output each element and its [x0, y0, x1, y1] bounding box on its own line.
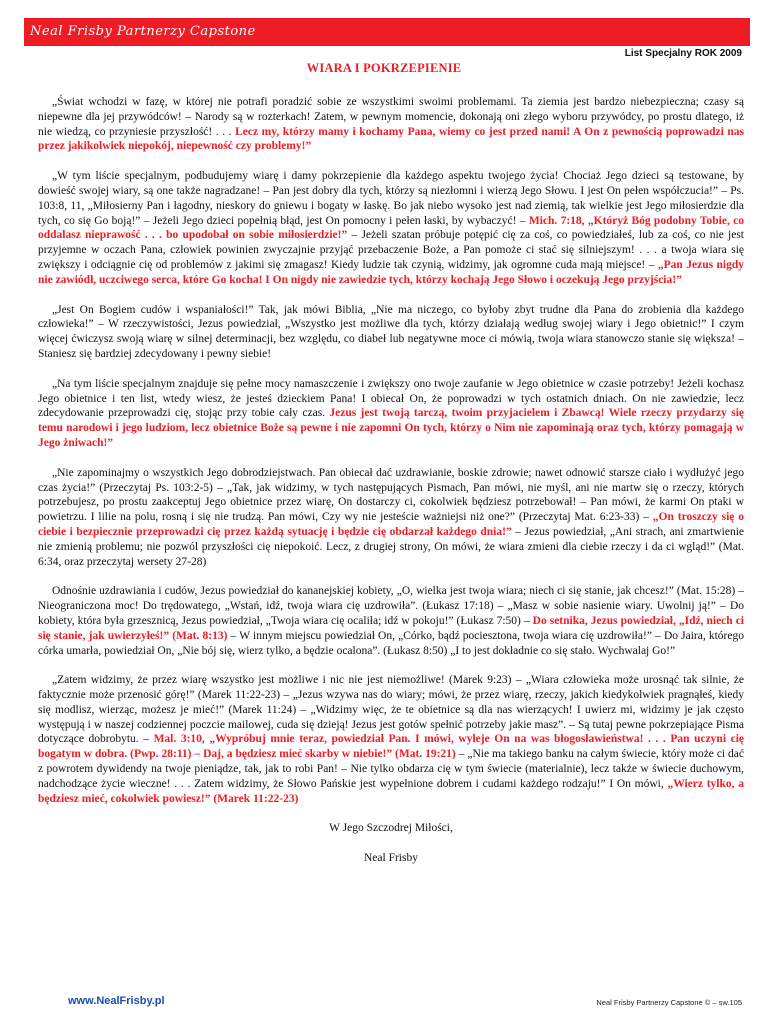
paragraph — [38, 95, 744, 154]
emphasis-text: Jezus jest twoją tarczą, twoim przyjacielem i Zbawcą! Wiele rzeczy przydarzy się temu narodowi i jego ludziom, lecz obietnice Boże są pewne i nie zapomni On tych, którzy o Nim nie zapominają oraz tych, którzy pomagają w Jego żniwach!” — [38, 407, 744, 449]
body-text: „Świat wchodzi w fazę, w której nie potrafi poradzić sobie ze wszystkimi swoimi problemami. Ta ziemia jest bardzo niebezpieczna; czasy są niepewne dla jej przywódców! – Narody są w rozterkach! Zatem, w pewnym momencie, dokonają oni złego wyboru przywódcy, po prostu dlatego, iż nie wiedzą, co przyniesie przyszłość! . . . — [38, 96, 744, 138]
emphasis-text: „Wierz tylko, a będziesz mieć, cokolwiek powiesz!” (Marek 11:22-23) — [38, 777, 744, 805]
body-text: – Jezus powiedział, „Ani strach, ani zmartwienie nie zmienią problemu; nie pozwól przyszłości cię niepokoić. Lecz, z drugiej strony, On mówi, że wiara zmieni dla ciebie rzeczy i da ci wgląd!” (Mat. 6:34, oraz przeczytaj wersety 27-28) — [38, 525, 744, 568]
emphasis-text: Lecz my, którzy mamy i kochamy Pana, wiemy co jest przed nami! A On z pewnością poprowadzi nas przez jakikolwiek niepokój, niepewność czy problemy!” — [38, 125, 744, 153]
paragraph — [38, 377, 744, 451]
paragraph — [38, 673, 744, 806]
body-text: – W innym miejscu powiedział On, „Córko, bądź pociesztona, twoja wiara cię uzdrowiła!” – Do Jaira, którego córka umarła, powiedział On, „Nie bój się, wierz tylko, a będzie ocalona”. (Łukasz 8:50) „I to jest dokładnie co się stało. Wychwalaj Go!” — [38, 629, 744, 657]
website-link[interactable]: www.NealFrisby.pl — [68, 995, 165, 1007]
emphasis-text: „Pan Jezus nigdy nie zawiódł, uczciwego serca, które Go kocha! I On nigdy nie zawiedzie tych, którzy kochają Jego Słowo i oczekują Jego przyjścia!” — [38, 258, 744, 286]
paragraph — [38, 303, 744, 362]
issue-label: List Specjalny ROK 2009 — [624, 48, 742, 59]
closing-line: W Jego Szczodrej Miłości, — [329, 822, 453, 835]
banner-title: Neal Frisby Partnerzy Capstone — [30, 24, 256, 39]
body-text: „Na tym liście specjalnym znajduje się pełne mocy namaszczenie i zwiększy ono twoje zaufanie w Jego obietnice w czasie potrzeby! Jeżeli kochasz Jego obietnice i ten list, wtedy wiesz, że jesteś dzieckiem Pana! I obiecał On, że poprowadzi w tych ostatnich dniach. On nie zawiedzie, lecz zdecydowanie przeprowadzi cię, stojąc przy tobie cały czas. — [38, 377, 744, 420]
body-text: „Nie zapominajmy o wszystkich Jego dobrodziejstwach. Pan obiecał dać uzdrawianie, boskie zdrowie; nawet odnowić starsze ciało i wydłużyć jego czas życia!” (Przeczytaj Ps. 103:2-5) – „Tak, jak widzimy, w tych następujących Pismach, Pan mówi, nie myśl, ani nie martw się o rzeczy, których potrzebujesz, po prostu zaakceptuj Jego obietnice przez wiarę, On dostarczy ci, cokolwiek będziesz potrzebował! – Pan mówi, że karmi On ptaki w powietrzu. I lilie na polu, rosną i się nie trudzą. Pan mówi, Czy wy nie jesteście ważniejsi niż one?” (Przeczytaj Mat. 6:23-33) – — [38, 466, 744, 524]
footer-copyright: Neal Frisby Partnerzy Capstone © – sw.105 — [596, 998, 742, 1007]
paragraph — [38, 169, 744, 287]
body-text: „W tym liście specjalnym, podbudujemy wiarę i damy pokrzepienie dla każdego aspektu twojego życia! Chociaż Jego dzieci są testowane, by dowieść swojej wiary, są one także nagradzane! – Pan jest dobry dla tych, którzy są niezłomni i wierzą Jego Słowu. I jest On pełen współczucia!” – Ps. 103:8, 11, „Miłosierny Pan i łagodny, nieskory do gniewu i bogaty w łaskę. Bo jak niebo wysoko jest nad ziemią, tak wielkie jest Jego miłosierdzie dla tych, co się Go boją!” – Jeżeli Jego dzieci popełnią błąd, jest On pomocny i pełen łaski, by wybaczyć! – — [38, 170, 744, 227]
emphasis-text: „On troszczy się o ciebie i bezpiecznie przeprowadzi cię przez każdą sytuację i będzie cię obdarzał każdego dnia!” — [38, 511, 744, 538]
header-banner — [24, 18, 750, 46]
letter-body — [38, 95, 744, 881]
paragraph — [38, 466, 744, 570]
paragraph — [38, 584, 744, 658]
emphasis-text: Do setnika, Jezus powiedział, „Idź, niech ci się stanie, jak uwierzyłeś!” (Mat. 8:13) — [38, 614, 744, 642]
body-text: „Zatem widzimy, że przez wiarę wszystko jest możliwe i nic nie jest niemożliwe! (Marek 9:23) – „Wiara człowieka może urosnąć tak silnie, że faktycznie może przenosić górę!” (Marek 11:22-23) – „Jezus wzywa nas do wiary; mówi, że przez wiarę, rzeczy, jakich kiedykolwiek pragnąłeś, kiedy się modlisz, wierząc, możesz je mieć!” (Marek 11:24) – „Widzimy więc, że te obietnice są dla nas wierzących! I uwierz mi, widzimy je jak często występują i w naszej codziennej poczcie mailowej, cuda się dzieją! Jezus jest gotów spełnić potrzeby jakie masz”. – Są tutaj pewne pokrzepiające Pisma dotyczące dobrobytu. – — [38, 674, 744, 746]
body-text: „Jest On Bogiem cudów i wspaniałości!” Tak, jak mówi Biblia, „Nie ma niczego, co byłoby zbyt trudne dla Pana do zrobienia dla każdego człowieka!” – W rzeczywistości, Jezus powiedział, „Wszystko jest możliwe dla tych, którzy działają według swojej wiary i Jego obietnic!” I czym więcej ćwiczysz swoją wiarę w silnej determinacji, bez względu, co diabeł lub negatywne moce ci mówią, twoja wiara stanowczo stanie się większa! – Staniesz się bardziej zdecydowany i pewny siebie! — [38, 303, 744, 360]
page-title: WIARA I POKRZEPIENIE — [306, 61, 462, 75]
body-text: – Jeżeli szatan próbuje potępić cię za coś, co powiedziałeś, lub za coś, co nie jest przyjemne w oczach Pana, człowiek powinien zwyczajnie przyjąć przebaczenie Boże, a Pan pomoże ci stać się silniejszym! . . . a twoja wiara się zwiększy i odciągnie cię od problemów z jakimi się zmagasz! Kiedy ludzie tak czynią, widzimy, jak ogromne cuda mają miejsce! – — [38, 229, 744, 271]
signature: Neal Frisby — [364, 852, 418, 865]
body-text: – „Nie ma takiego banku na całym świecie, który może ci dać z powrotem dywidendy na twoje pieniądze, tak, jak to robi Pan! – Nie tylko obdarza cię w tym świecie (materialnie), lecz także w świecie duchowym, nadchodzące życie wieczne! . . . Zatem widzimy, że Słowo Pańskie jest wypełnione dobrem i cudami każdego rodzaju!” I On mówi, — [38, 748, 744, 790]
emphasis-text: Mal. 3:10, „Wypróbuj mnie teraz, powiedział Pan. I mówi, wyleje On na was błogosławieństwa! . . . Pan uczyni cię bogatym w dobra. (Pwp. 28:11) – Daj, a będziesz mieć skarby w niebie!” (Mat. 19:21) — [38, 733, 744, 761]
emphasis-text: Mich. 7:18, „Któryż Bóg podobny Tobie, co oddalasz nieprawość . . . bo upodobał on sobie miłosierdzie!” — [38, 214, 744, 242]
body-text: Odnośnie uzdrawiania i cudów, Jezus powiedział do kananejskiej kobiety, „O, wielka jest twoja wiara; niech ci się stanie, jak chcesz!” (Mat. 15:28) – Nieograniczona moc! Do trędowatego, „Wstań, idź, twoja wiara cię uzdrowiła”. (Łukasz 17:18) – „Masz w sobie nasienie wiary. Uwolnij ją!” – Do kobiety, która była grzesznicą, Jezus powiedział, „Twoja wiara cię ocaliła; idź w pokoju!” (Łukasz 7:50) – — [38, 585, 744, 627]
